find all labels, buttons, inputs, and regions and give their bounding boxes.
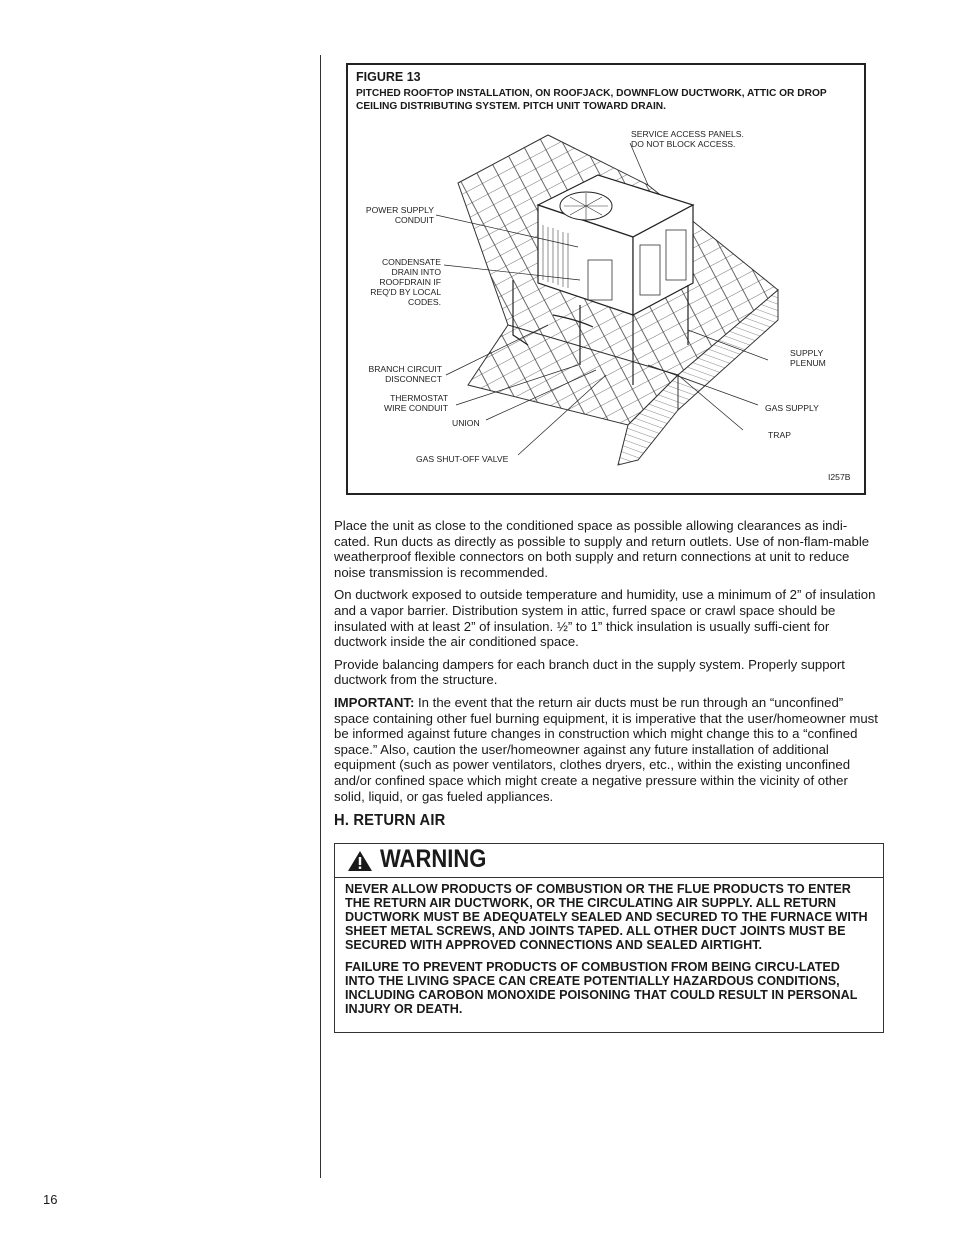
callout-condensate: CONDENSATE DRAIN INTO ROOFDRAIN IF REQ'D BY LOCAL CODES. bbox=[370, 257, 441, 307]
figure-title: FIGURE 13 bbox=[356, 70, 421, 84]
figure-13 bbox=[346, 63, 866, 495]
body-text bbox=[334, 518, 882, 811]
important-label: IMPORTANT: bbox=[334, 694, 415, 710]
warning-paragraph-2: FAILURE TO PREVENT PRODUCTS OF COMBUSTION FROM BEING CIRCU-LATED INTO THE LIVING SPACE CAN CREATE POTENTIALLY HAZARDOUS CONDITIONS, INCLUDING CAROBON MONOXIDE POISONING THAT COULD RESULT IN PERSONAL INJURY OR DEATH. bbox=[345, 960, 858, 1016]
paragraph-dampers: Provide balancing dampers for each branch duct in the supply system. Properly support ductwork from the structure. bbox=[334, 656, 845, 688]
callout-thermostat: THERMOSTAT WIRE CONDUIT bbox=[384, 393, 448, 413]
warning-header bbox=[335, 844, 883, 878]
callout-branch-circuit: BRANCH CIRCUIT DISCONNECT bbox=[368, 364, 442, 384]
callout-gas-supply: GAS SUPPLY bbox=[765, 403, 819, 413]
column-divider bbox=[320, 55, 321, 1178]
paragraph-insulation: On ductwork exposed to outside temperature and humidity, use a minimum of 2” of insulation and a vapor barrier. Distribution system in attic, furred space or crawl space should be insulated with at least 2” of insulation. ½” to 1” thick insulation is usually suffi-cient for ductwork inside the air conditioned space. bbox=[334, 587, 876, 650]
paragraph-important bbox=[334, 695, 882, 804]
callout-union: UNION bbox=[452, 418, 480, 428]
warning-paragraph-1: NEVER ALLOW PRODUCTS OF COMBUSTION OR THE FLUE PRODUCTS TO ENTER THE RETURN AIR DUCTWORK, OR THE CIRCULATING AIR SUPPLY. ALL RETURN DUCTWORK MUST BE ADEQUATELY SEALED AND SECURED TO THE FURNACE WITH SHEET METAL SCREWS, AND JOINTS TAPED. ALL OTHER DUCT JOINTS MUST BE SECURED WITH APPROVED CONNECTIONS AND SEALED AIRTIGHT. bbox=[345, 882, 868, 952]
callout-power-supply: POWER SUPPLY CONDUIT bbox=[365, 205, 434, 225]
callout-gas-shutoff: GAS SHUT-OFF VALVE bbox=[416, 454, 509, 464]
callout-trap: TRAP bbox=[768, 430, 791, 440]
important-text: In the event that the return air ducts must be run through an “unconfined” space containing other fuel burning equipment, it is imperative that the user/homeowner must be informed against future changes in construction which might change this to a “confined space.” Also, caution the user/homeowner against any future installation of additional equipment (such as power ventilators, clothes dryers, etc., within the existing unconfined and/or confined space which might create a negative pressure within the vicinity of other solid, liquid, or gas fueled appliances. bbox=[334, 694, 878, 804]
figure-caption: PITCHED ROOFTOP INSTALLATION, ON ROOFJACK, DOWNFLOW DUCTWORK, ATTIC OR DROP CEILING DISTRIBUTING SYSTEM. PITCH UNIT TOWARD DRAIN. bbox=[356, 88, 827, 112]
callout-service-access: SERVICE ACCESS PANELS. DO NOT BLOCK ACCESS. bbox=[631, 129, 744, 149]
paragraph-placement: Place the unit as close to the conditioned space as possible allowing clearances as indi-cated. Run ducts as directly as possible to supply and return outlets. Use of non-flam-mable weatherproof flexible connectors on both supply and return connections at unit to reduce noise transmission is recommended. bbox=[334, 518, 870, 580]
figure-id: I257B bbox=[828, 472, 851, 482]
warning-body bbox=[335, 878, 883, 1016]
page-number: 16 bbox=[43, 1192, 58, 1207]
warning-triangle-icon bbox=[347, 850, 373, 872]
section-heading-return-air: H. RETURN AIR bbox=[334, 812, 446, 829]
warning-title: WARNING bbox=[380, 845, 487, 873]
warning-box bbox=[334, 843, 884, 1033]
callout-supply-plenum: SUPPLY PLENUM bbox=[790, 348, 826, 368]
